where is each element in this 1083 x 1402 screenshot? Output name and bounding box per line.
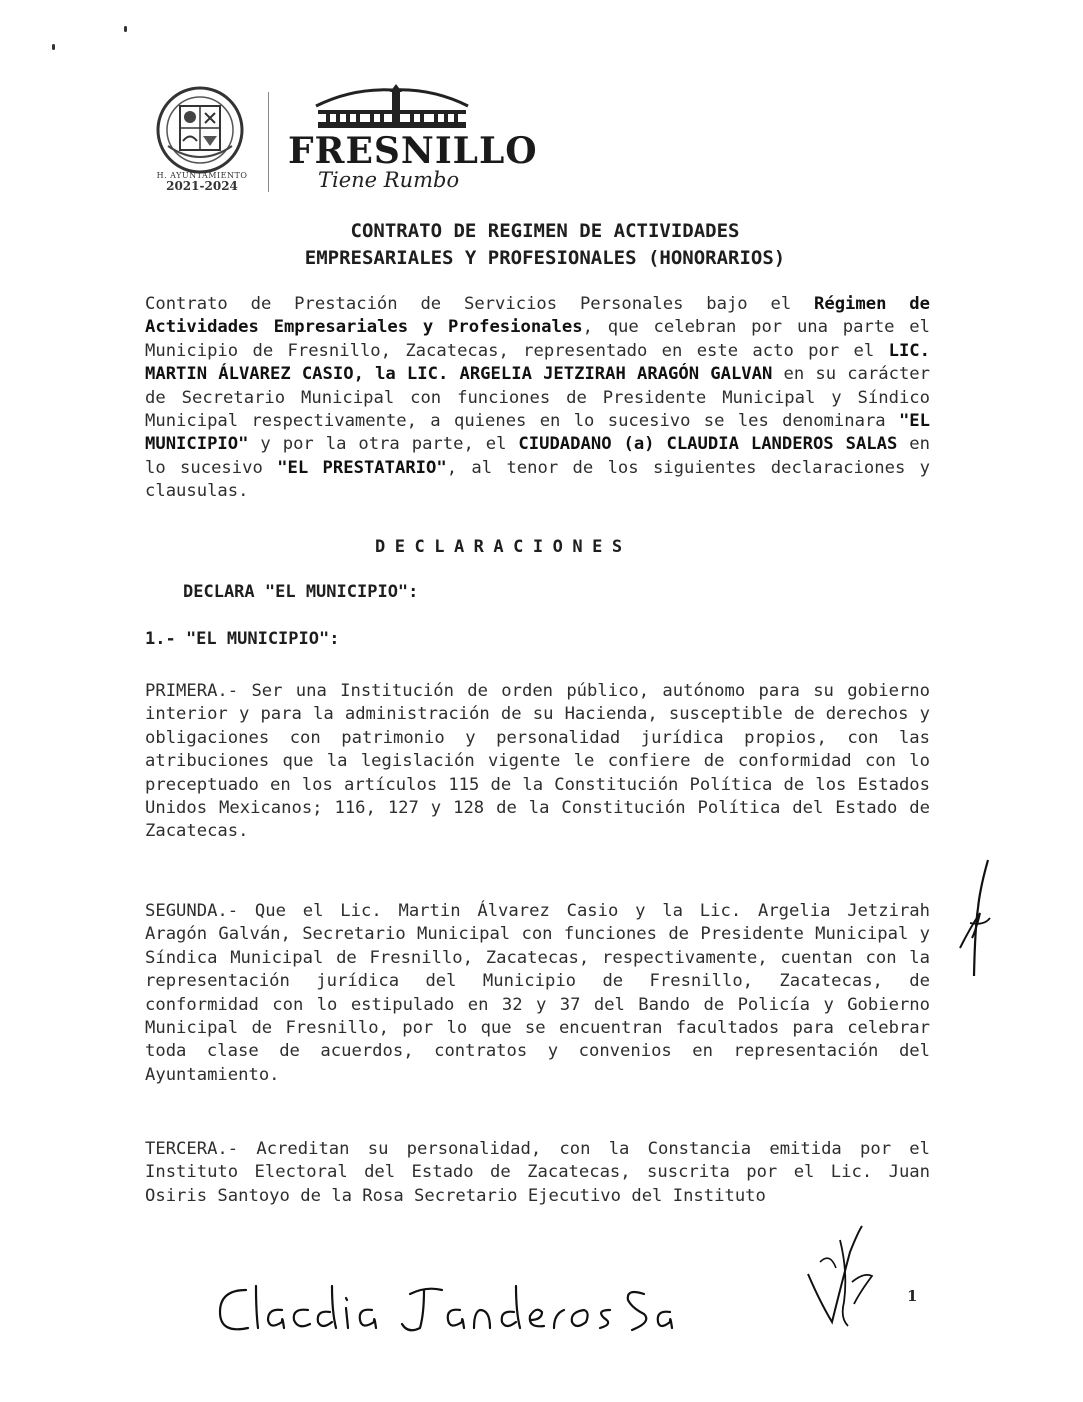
margin-signature-icon [950, 858, 1000, 978]
section-1-heading: 1.- "EL MUNICIPIO": [145, 629, 340, 649]
clause-segunda: SEGUNDA.- Que el Lic. Martin Álvarez Casio y la Lic. Argelia Jetzirah Aragón Galván, Secretario Municipal con funciones de Presidente Municipal y Síndica Municipal de Fresnillo, Zacatecas, respectivamente, cuentan con la representación jurídica del Municipio de Fresnillo, Zacatecas, de conformidad con lo estipulado en 32 y 37 del Bando de Policía y Gobierno Municipal de Fresnillo, por lo que se encuentran facultados para celebrar toda clase de acuerdos, contratos y convenios en representación del Ayuntamiento. [145, 901, 930, 1085]
intro-text: , al tenor de los siguientes declaraciones y clausulas. [145, 457, 930, 502]
intro-paragraph [145, 293, 930, 504]
declara-heading: DECLARA "EL MUNICIPIO": [183, 582, 419, 602]
seal-caption-line1: H. AYUNTAMIENTO [156, 171, 248, 180]
seal-caption-years: 2021-2024 [166, 179, 238, 193]
header-divider [268, 92, 269, 192]
intro-bold: LIC. MARTIN ÁLVAREZ CASIO, la LIC. ARGELIA JETZIRAH ARAGÓN GALVAN [145, 340, 930, 385]
brand-motto: Tiene Rumbo [318, 168, 460, 192]
bottom-signature-icon [800, 1222, 890, 1332]
title-line-1: CONTRATO DE REGIMEN DE ACTIVIDADES [350, 220, 740, 242]
scan-speck [124, 26, 127, 32]
title-line-2: EMPRESARIALES Y PROFESIONALES (HONORARIOS) [304, 247, 786, 269]
declaraciones-heading: DECLARACIONES [375, 537, 632, 557]
scan-speck [52, 44, 55, 50]
handwritten-name-signature [212, 1272, 682, 1342]
municipal-seal-icon [152, 86, 248, 182]
document-title [175, 218, 915, 272]
clause-primera: PRIMERA.- Ser una Institución de orden público, autónomo para su gobierno interior y para la administración de su Hacienda, susceptible de derechos y obligaciones con patrimonio y personalidad jurídica propios, con las atribuciones que la legislación vigente le confiere de conformidad con lo preceptuado en los artículos 115 de la Constitución Política de los Estados Unidos Mexicanos; 116, 127 y 128 de la Constitución Política del Estado de Zacatecas. [145, 681, 930, 842]
intro-bold: "EL MUNICIPIO" [145, 411, 930, 455]
seal-caption [150, 170, 254, 192]
clause-tercera: TERCERA.- Acreditan su personalidad, con la Constancia emitida por el Instituto Electoral del Estado de Zacatecas, suscrita por el Lic. Juan Osiris Santoyo de la Rosa Secretario Ejecutivo del Instituto [145, 1139, 930, 1206]
town-skyline-icon [312, 84, 472, 134]
intro-bold: "EL PRESTATARIO" [277, 457, 447, 478]
brand-name: FRESNILLO [288, 130, 538, 172]
intro-bold: Régimen de Actividades Empresariales y Profesionales [145, 294, 930, 338]
intro-text: , que celebran por una parte el Municipio de Fresnillo, Zacatecas, representado en este acto por el [145, 317, 930, 361]
intro-text: en lo sucesivo [145, 434, 930, 478]
intro-text: en su carácter de Secretario Municipal con funciones de Presidente Municipal y Síndico Municipal respectivamente, a quienes en lo sucesivo se les denominara [145, 364, 930, 432]
page-number: 1 [907, 1287, 918, 1305]
intro-text: y por la otra parte, el [248, 434, 519, 455]
intro-bold: CIUDADANO (a) CLAUDIA LANDEROS SALAS [518, 434, 898, 455]
intro-text: Contrato de Prestación de Servicios Personales bajo el [145, 294, 815, 314]
